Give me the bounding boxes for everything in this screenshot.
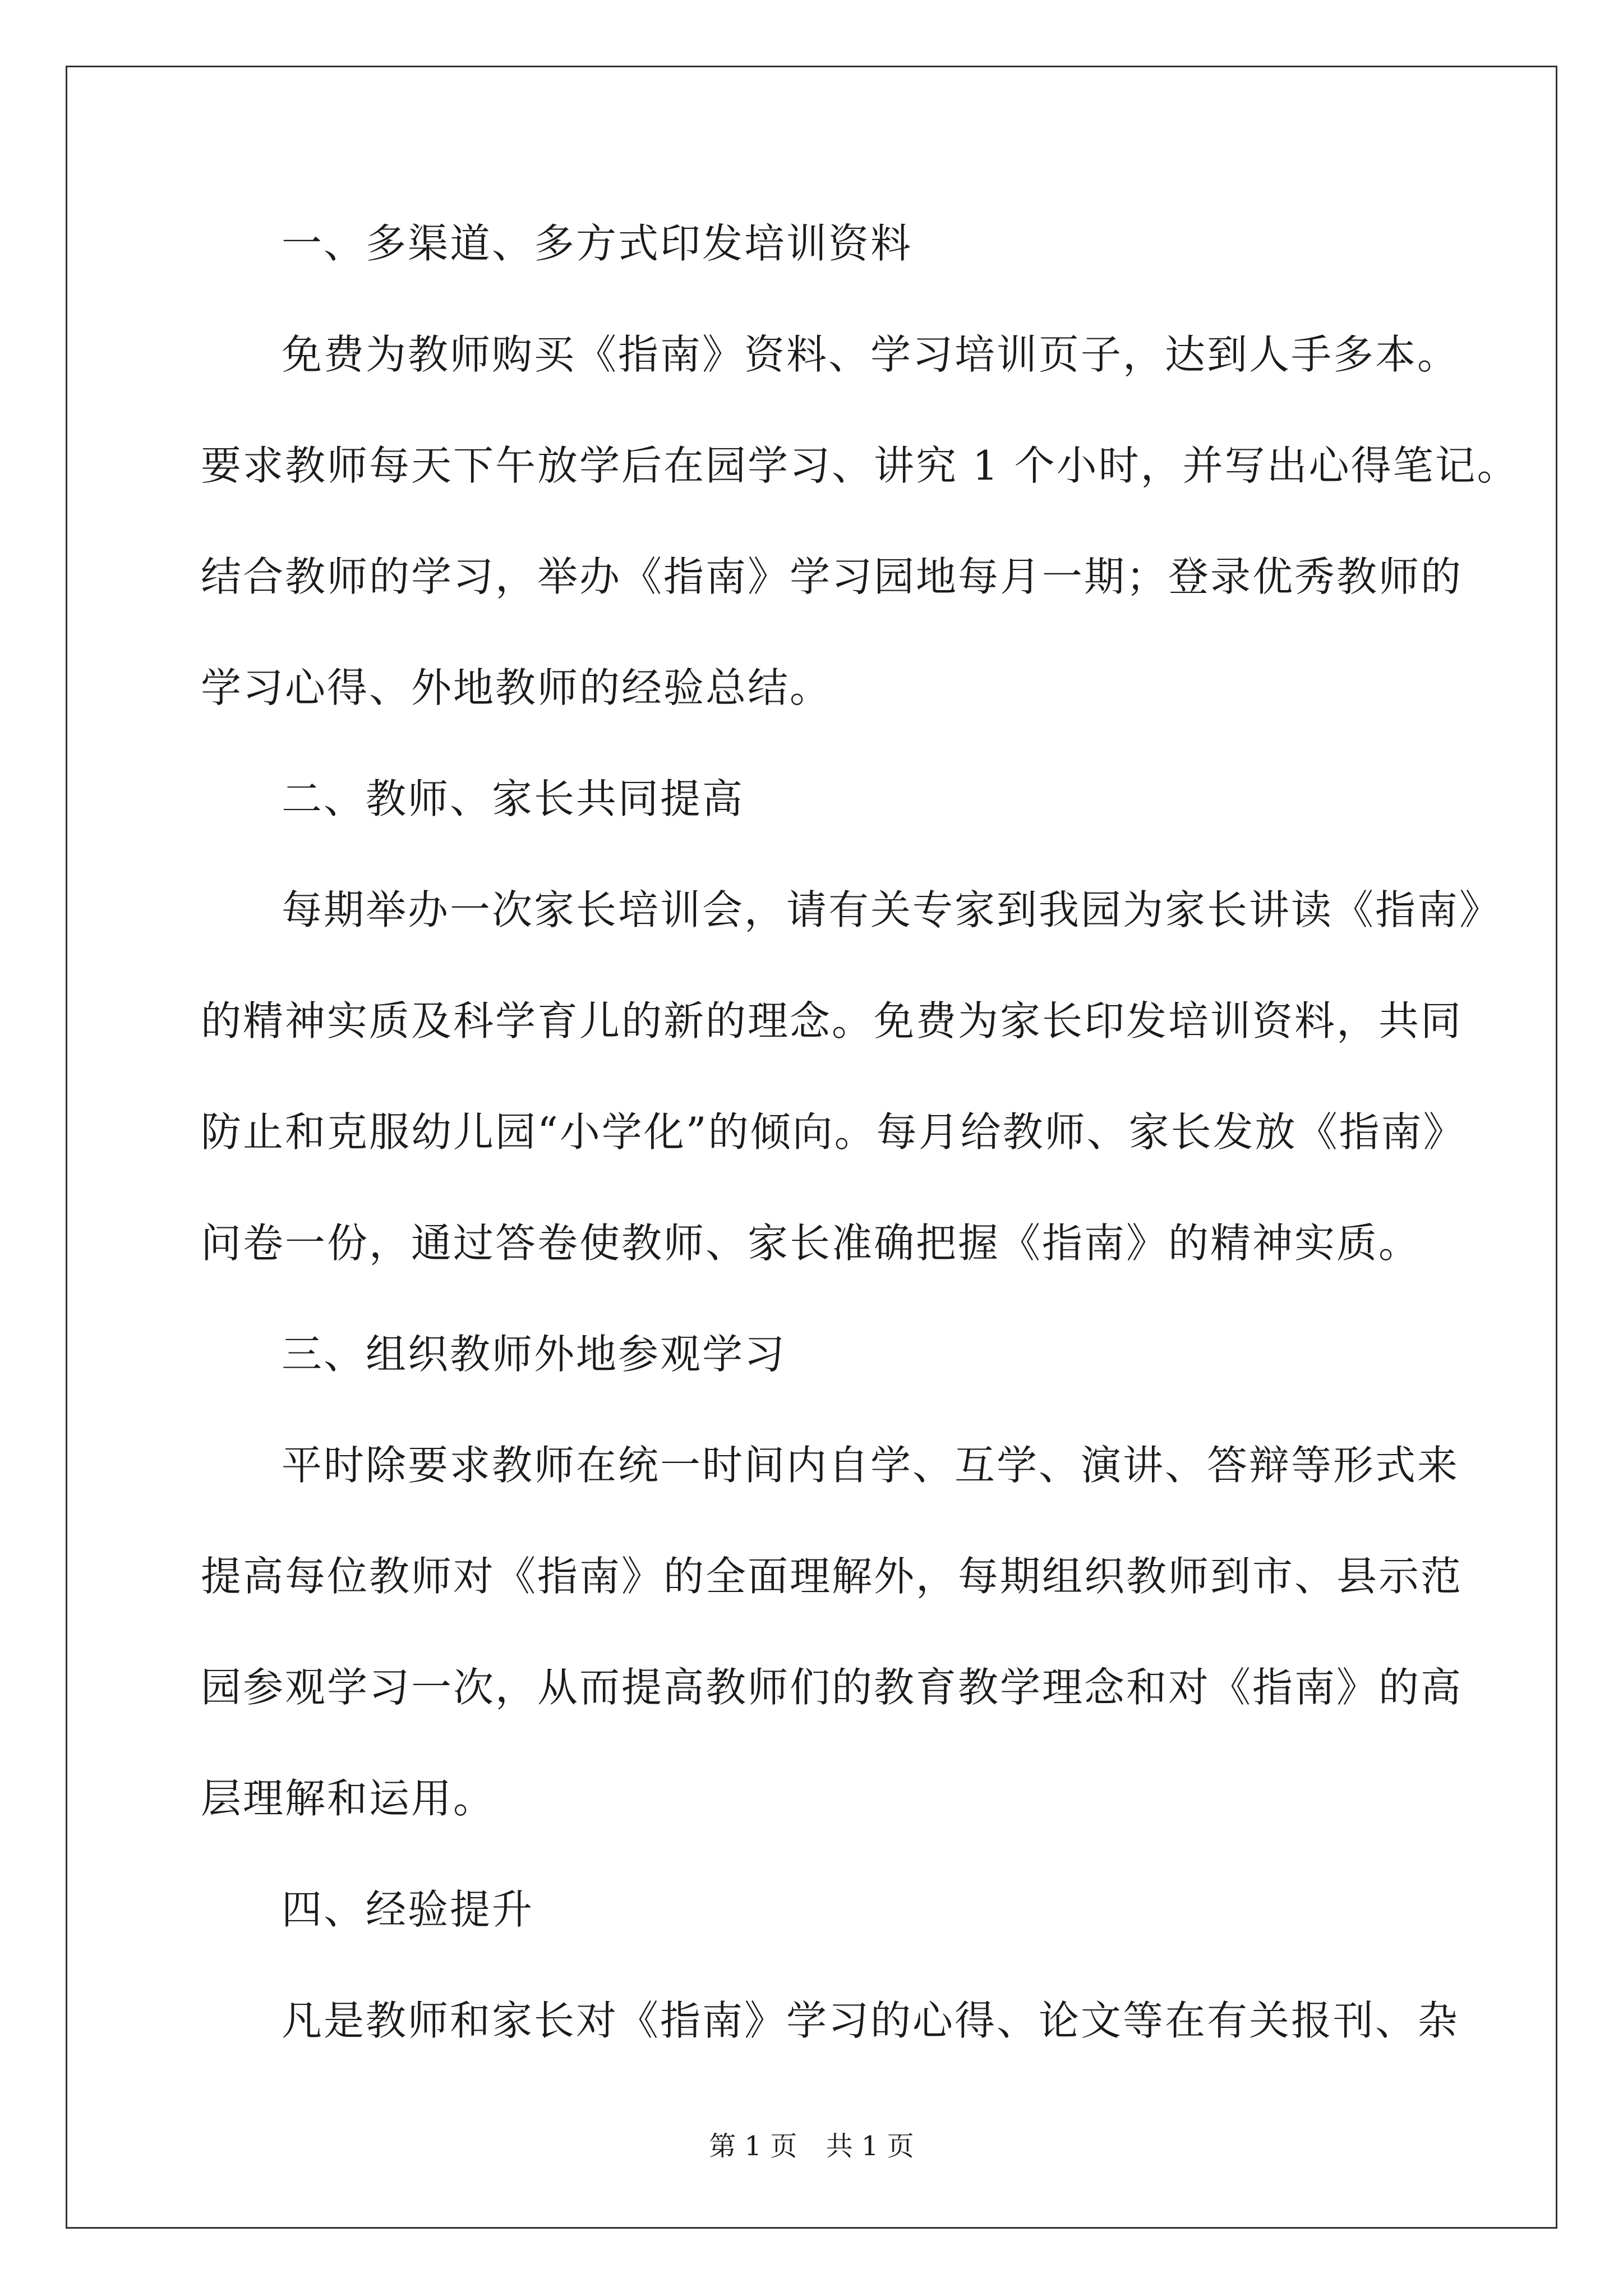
page-footer — [0, 2129, 1623, 2163]
paragraph-line: 平时除要求教师在统一时间内自学、互学、演讲、答辩等形式来 — [282, 1442, 1460, 1489]
paragraph-line: 凡是教师和家长对《指南》学习的心得、论文等在有关报刊、杂 — [282, 1997, 1460, 2044]
page-total: 共 1 页 — [826, 2131, 914, 2162]
paragraph-line: 防止和克服幼儿园“小学化”的倾向。每月给教师、家长发放《指南》 — [201, 1108, 1465, 1156]
paragraph-line: 提高每位教师对《指南》的全面理解外，每期组织教师到市、县示范 — [201, 1553, 1463, 1600]
heading-1: 一、多渠道、多方式印发培训资料 — [282, 220, 913, 267]
paragraph-line: 层理解和运用。 — [201, 1775, 496, 1822]
paragraph-line: 园参观学习一次，从而提高教师们的教育教学理念和对《指南》的高 — [201, 1664, 1463, 1711]
paragraph-line: 问卷一份，通过答卷使教师、家长准确把握《指南》的精神实质。 — [201, 1220, 1421, 1267]
paragraph-line: 要求教师每天下午放学后在园学习、讲究 1 个小时，并写出心得笔记。 — [201, 442, 1519, 489]
paragraph-line: 每期举办一次家长培训会，请有关专家到我园为家长讲读《指南》 — [282, 886, 1502, 933]
heading-3: 三、组织教师外地参观学习 — [282, 1331, 787, 1378]
paragraph-line: 的精神实质及科学育儿的新的理念。免费为家长印发培训资料，共同 — [201, 997, 1463, 1045]
paragraph-line: 结合教师的学习，举办《指南》学习园地每月一期；登录优秀教师的 — [201, 553, 1463, 600]
page-number: 第 1 页 — [709, 2131, 797, 2162]
paragraph-line: 学习心得、外地教师的经验总结。 — [201, 664, 832, 711]
heading-4: 四、经验提升 — [282, 1886, 534, 1933]
paragraph-line: 免费为教师购买《指南》资料、学习培训页子，达到人手多本。 — [282, 331, 1460, 378]
heading-2: 二、教师、家长共同提高 — [282, 775, 745, 822]
